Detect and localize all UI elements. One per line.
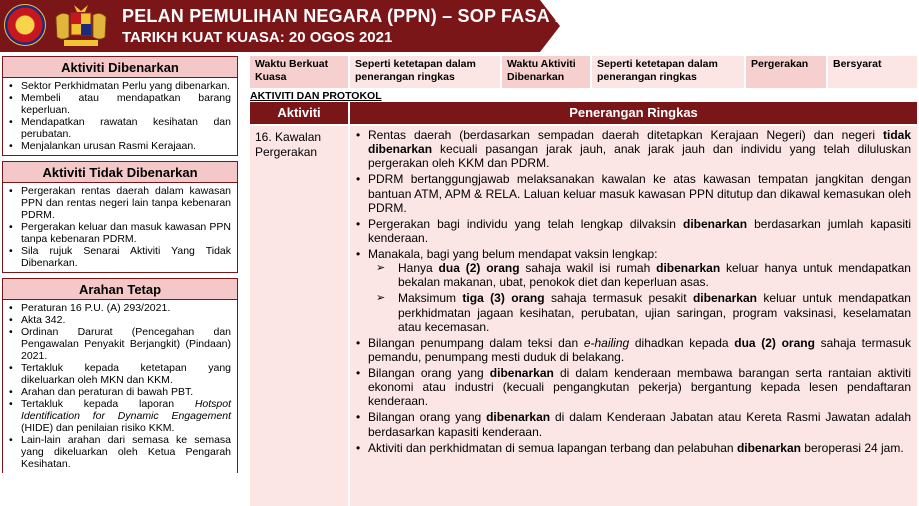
table-header — [250, 102, 917, 124]
list-item: • Tertakluk kepada laporan Hotspot Identification for Dynamic Engagement (HIDE) dan penilaian risiko KKM. — [7, 398, 231, 434]
header — [0, 0, 919, 52]
list-item: • Bilangan orang yang dibenarkan di dalam kenderaan membawa barangan serta rantaian aktiviti ekonomi atau industri (kecuali pengangkutan pekerja) bergantung kepada lesen pendaftaran kenderaan. — [354, 366, 911, 409]
list-item: • Peraturan 16 P.U. (A) 293/2021. — [7, 302, 231, 314]
sub-list-item: ➢ Hanya dua (2) orang sahaja wakil isi rumah dibenarkan keluar hanya untuk mendapatkan bekalan makanan, ubat, penokok diet dan keperluan asas. — [368, 261, 911, 289]
list-item: • Membeli atau mendapatkan barang keperluan. — [7, 92, 231, 116]
list-item: • Lain-lain arahan dari semasa ke semasa yang dikeluarkan oleh Ketua Pengarah Kesihatan. — [7, 434, 231, 470]
coat-of-arms-logo — [52, 3, 110, 49]
not-allowed-list — [2, 183, 238, 273]
info-row — [250, 56, 917, 88]
description-cell — [350, 126, 917, 506]
agency-crest-logo — [4, 4, 46, 46]
info-movement-label: Pergerakan — [746, 56, 826, 88]
list-item: • Menjalankan urusan Rasmi Kerajaan. — [7, 140, 231, 152]
allowed-heading: Aktiviti Dibenarkan — [2, 56, 238, 78]
directives-list — [2, 300, 238, 473]
list-item: • Sektor Perkhidmatan Perlu yang dibenarkan. — [7, 80, 231, 92]
activity-table — [250, 102, 917, 506]
not-allowed-heading: Aktiviti Tidak Dibenarkan — [2, 161, 238, 183]
list-item: • Bilangan orang yang dibenarkan di dalam Kenderaan Jabatan atau Kereta Rasmi Jawatan adalah berdasarkan kapasiti kenderaan. — [354, 410, 911, 438]
list-item: • Pergerakan bagi individu yang telah lengkap dilvaksin dibenarkan berdasarkan jumlah kapasiti kenderaan. — [354, 217, 911, 245]
list-item: • Arahan dan peraturan di bawah PBT. — [7, 386, 231, 398]
list-item: • Bilangan penumpang dalam teksi dan e-hailing dihadkan kepada dua (2) orang sahaja termasuk pemandu, penumpang mesti duduk di belakang. — [354, 336, 911, 364]
effective-date: TARIKH KUAT KUASA: 20 OGOS 2021 — [122, 29, 393, 46]
info-movement-value: Bersyarat — [828, 56, 917, 88]
info-effective-time-label: Waktu Berkuat Kuasa — [250, 56, 348, 88]
protocol-label: AKTIVITI DAN PROTOKOL — [250, 90, 382, 102]
list-item: • Mendapatkan rawatan kesihatan dan perubatan. — [7, 116, 231, 140]
column-header-activity: Aktiviti — [250, 102, 348, 124]
list-item: • Akta 342. — [7, 314, 231, 326]
left-panel — [2, 56, 238, 506]
list-item: • Pergerakan keluar dan masuk kawasan PPN tanpa kebenaran PDRM. — [7, 221, 231, 245]
allowed-list — [2, 78, 238, 156]
list-item: • PDRM bertanggungjawab melaksanakan kawalan ke atas kawasan tempatan jangkitan dengan bantuan ATM, APM & RELA. Laluan keluar masuk kawasan PPN ditutup dan dikawal kemasukan oleh PDRM. — [354, 172, 911, 215]
list-item: • Tertakluk kepada ketetapan yang dikeluarkan oleh MKN dan KKM. — [7, 362, 231, 386]
list-item: • Pergerakan rentas daerah dalam kawasan PPN dan rentas negeri lain tanpa kebenaran PDRM. — [7, 185, 231, 221]
column-header-description: Penerangan Ringkas — [350, 102, 917, 124]
info-activity-time-value: Seperti ketetapan dalam penerangan ringkas — [592, 56, 744, 88]
list-item: • Sila rujuk Senarai Aktiviti Yang Tidak Dibenarkan. — [7, 245, 231, 269]
info-activity-time-label: Waktu Aktiviti Dibenarkan — [502, 56, 590, 88]
directives-heading: Arahan Tetap — [2, 278, 238, 300]
info-effective-time-value: Seperti ketetapan dalam penerangan ringkas — [350, 56, 500, 88]
list-item: • Aktiviti dan perkhidmatan di semua lapangan terbang dan pelabuhan dibenarkan beroperasi 24 jam. — [354, 441, 911, 455]
activity-cell: 16. Kawalan Pergerakan — [250, 126, 348, 506]
list-item: • Ordinan Darurat (Pencegahan dan Pengawalan Penyakit Berjangkit) (Pindaan) 2021. — [7, 326, 231, 362]
sub-list-item: ➢ Maksimum tiga (3) orang sahaja termasuk pesakit dibenarkan keluar untuk mendapatkan perkhidmatan jagaan kesihatan, perubatan, ujian saringan, program vaksinasi, keselamatan atau kecemasan. — [368, 291, 911, 334]
page-title: PELAN PEMULIHAN NEGARA (PPN) – SOP FASA 1 — [122, 6, 565, 26]
list-item: • Manakala, bagi yang belum mendapat vaksin lengkap: ➢ Hanya dua (2) orang sahaja wakil isi rumah dibenarkan keluar hanya untuk mendapatkan bekalan makanan, ubat, penokok diet dan keperluan asas. ➢ Maksimum tiga (3) orang sahaja termasuk pesakit dibenarkan keluar untuk mendapatkan perkhidmatan jagaan kesihatan, perubatan, ujian saringan, program vaksinasi, keselamatan atau kecemasan. — [354, 247, 911, 334]
list-item: • Rentas daerah (berdasarkan sempadan daerah ditetapkan Kerajaan Negeri) dan negeri tidak dibenarkan kecuali pasangan jarak jauh, anak jarak jauh dan individu yang telah diluluskan pergerakan oleh KKM dan PDRM. — [354, 128, 911, 171]
